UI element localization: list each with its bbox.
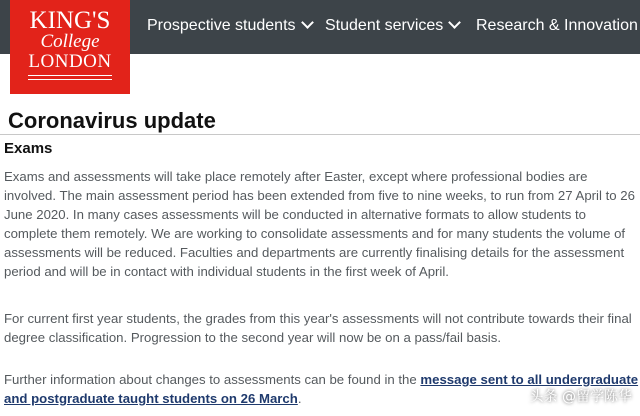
logo-line-3: LONDON <box>28 51 112 72</box>
paragraph-prefix: Further information about changes to assessments can be found in the <box>4 372 421 387</box>
watermark: 头条 @留学陈华 <box>529 389 632 405</box>
chevron-down-icon <box>301 16 314 29</box>
paragraph-suffix: . <box>297 391 302 406</box>
nav-item-prospective-students[interactable] <box>147 16 312 36</box>
divider <box>0 134 640 135</box>
logo-line-1: KING'S <box>29 7 111 34</box>
chevron-down-icon <box>448 16 461 29</box>
paragraph-assessments: Exams and assessments will take place remotely after Easter, except where professional bodies are involved. The main assessment period has been extended from five to nine weeks, to run from 27 April to 26 June 2020. In many cases assessments will be conducted in alternative formats to allow students to complete them remotely. We are working to consolidate assessments and for many students the volume of assessments will be reduced. Faculties and departments are currently finalising details for the assessment period and will be in contact with individual students in the first week of April. <box>4 169 635 279</box>
section-title-exams: Exams <box>4 140 53 157</box>
page-title: Coronavirus update <box>8 108 216 133</box>
nav-item-label: Prospective students <box>147 17 296 34</box>
message-link[interactable]: message sent to all undergraduate and postgraduate taught students on 26 March <box>4 372 639 406</box>
kings-college-london-logo[interactable] <box>10 0 130 94</box>
nav-item-label: Student services <box>325 17 444 34</box>
logo-rule <box>28 79 112 80</box>
paragraph-first-year: For current first year students, the grades from this year's assessments will not contribute towards their final degree classification. Progression to the second year will now be on a pass/fail basis. <box>4 311 632 345</box>
logo-rule <box>28 75 112 76</box>
nav-item-label: Research & Innovation <box>476 17 638 34</box>
nav-item-research-innovation[interactable] <box>476 16 640 36</box>
nav-item-student-services[interactable] <box>325 16 459 36</box>
logo-line-2: College <box>40 31 100 52</box>
